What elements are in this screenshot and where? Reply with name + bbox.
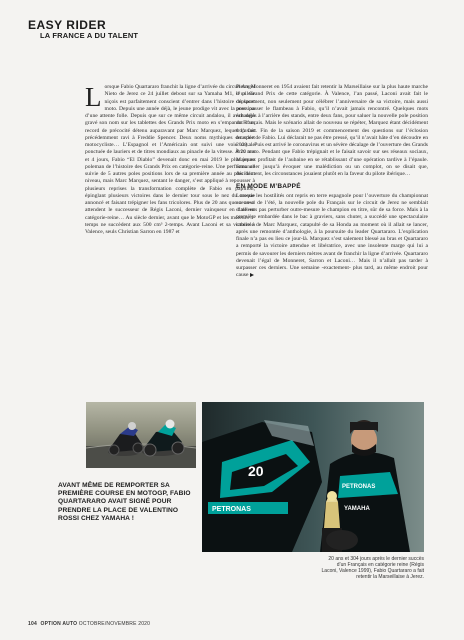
petronas-logo-suit: PETRONAS — [342, 484, 376, 490]
section-title: EASY RIDER — [28, 18, 107, 32]
dropcap: L — [85, 82, 102, 112]
photo-rider-trophy — [202, 402, 424, 552]
page-footer — [28, 621, 150, 627]
article-text-col1: orsque Fabio Quartararo franchit la ligne d’arrivée du circuit Angel Nieto de Jerez ce 24 juillet debout sur sa Yamaha M1, le pilote niçois est parfaitement conscient d’entrer dans l’histoire du sport moto. Depuis une année déjà, le jeune prodige vit avec la pression d’une attente folle. Depuis que sur ce même circuit andalou, il avait déjà gravé son nom sur les tablettes des Grands Prix moto en s’emparant d’un record de précocité détenu auparavant par Marc Marquez, lequel l’avait précédemment ravi à Freddie Spencer. Deux noms mythiques du sport motocycliste… L’Espagnol et l’Américain ont suivi une voie royale ponctuée de lauriers et de titres mondiaux au pinacle de la vitesse. À 20 ans et 4 jours, Fabio “El Diablo” devenait donc en mai 2019 le plus jeune poleman de l’histoire des Grands Prix en catégorie-reine. Une performance suivie de 5 autres poles positions lors de sa première année au plus haut niveau, mais Marc Marquez, sentant le danger, s’est appliqué à repousser à plusieurs reprises la transformation complète de Fabio en papillon, épinglant plusieurs victoires dans le dernier tour sous le nez du messie annoncé et faisant trépigner les fans tricolores. Plus de 20 ans que ceux-ci attendent le successeur de Régis Laconi, dernier vainqueur en date en catégorie-reine… Au siècle dernier, avant que le MotoGP et les moteurs 4-temps ne succèdent aux 500 cm³ 2-temps. Avant Laconi et sa victoire à Valence, seuls Christian Sarron en 1987 et — [85, 84, 256, 235]
article-column-2 — [236, 84, 428, 280]
yamaha-logo-suit: YAMAHA — [344, 506, 370, 512]
rider-trophy-illustration — [202, 402, 424, 552]
petronas-logo-bike: PETRONAS — [212, 506, 251, 513]
magazine-name: OPTION AUTO — [40, 621, 78, 627]
race-track-illustration — [86, 402, 196, 468]
pull-quote: AVANT MÊME DE REMPORTER SA PREMIÈRE COURSE EN MOTOGP, FABIO QUARTARARO AVAIT SIGNÉ POUR PRENDRE LA PLACE DE VALENTINO ROSSI CHEZ YAMAHA ! — [58, 482, 191, 522]
article-column-1 — [85, 84, 255, 236]
end-mark-icon — [250, 273, 254, 277]
article-text-col2-a: Pierre Monneret en 1954 avaient fait retentir la Marseillaise sur la plus haute marche d’un Grand Prix de cette catégorie. À Valence, l’an passé, Laconi avait fait le déplacement, non seulement pour célébrer l’anniversaire de sa victoire, mais aussi pour passer le flambeau à Fabio, qu’il n’avait jamais rencontré. Quelques mots échangés à l’arrière des stands, entre deux fans, pour saluer la nouvelle pole position du Français. Mais le scénario allait de nouveau se répéter, Marquez étant décidément trop fort. Fin de la saison 2019 et commencement des questions sur l’éclosion retardée de Fabio. Lui déclarait ne pas être pressé, qu’il n’avait hâte d’en découdre en 2020… Puis est arrivé le coronavirus et un sévère décalage de l’ouverture des Grands Prix moto. Pendant que Fabio trépignait et le faisait savoir sur ses réseaux sociaux, Marquez profitait de l’aubaine en se rétablissant d’une opération tardive à l’épaule. Sans aller jusqu’à évoquer une malédiction ou un complot, on se disait que, décidément, les circonstances jouaient plutôt en la faveur du pilote ibérique… — [236, 84, 428, 177]
section-subtitle: LA FRANCE A DU TALENT — [40, 31, 139, 40]
intertitle: EN MODE M’BAPPÉ — [236, 183, 301, 191]
page-number: 104 — [28, 621, 37, 627]
issue-date: OCTOBRE/NOVEMBRE 2020 — [78, 621, 151, 627]
photo-race-track — [86, 402, 196, 468]
article-text-col2-b: Lorsque les hostilités ont repris en terre espagnole pour l’ouverture du championnat au cœur de l’été, la nouvelle pole du Français sur le circuit de Jerez ne semblait d’ailleurs pas perturber outre-mesure le champion en titre, sûr de sa force. Mais à la première embardée dans le bac à graviers, sans chuter, a succédé une spectaculaire cabriole de Marc Marquez, catapulté de sa Honda au moment où il allait se lancer, après une remontée d’anthologie, à la poursuite du leader Quartararo. L’explication finale n’a pas eu lieu ce jour-là. Marquez s’est salement blessé au bras et Quartararo a remporté la victoire attendue et libératrice, avec une insolente marge qui lui a permis de savourer les derniers mètres avant de franchir la ligne d’arrivée. Quartararo devenait l’égal de Monneret, Sarron et Laconi… Mais il n’allait pas tarder à surpasser ces derniers. Une semaine -exactement- plus tard, au même endroit pour cause — [236, 192, 428, 279]
photo-caption: 20 ans et 304 jours après le dernier succès d’un Français en catégorie reine (Régis Laconi, Valence 1999), Fabio Quartararo a fait retentir la Marseillaise à Jerez. — [321, 556, 424, 580]
bike-number: 20 — [248, 463, 264, 479]
